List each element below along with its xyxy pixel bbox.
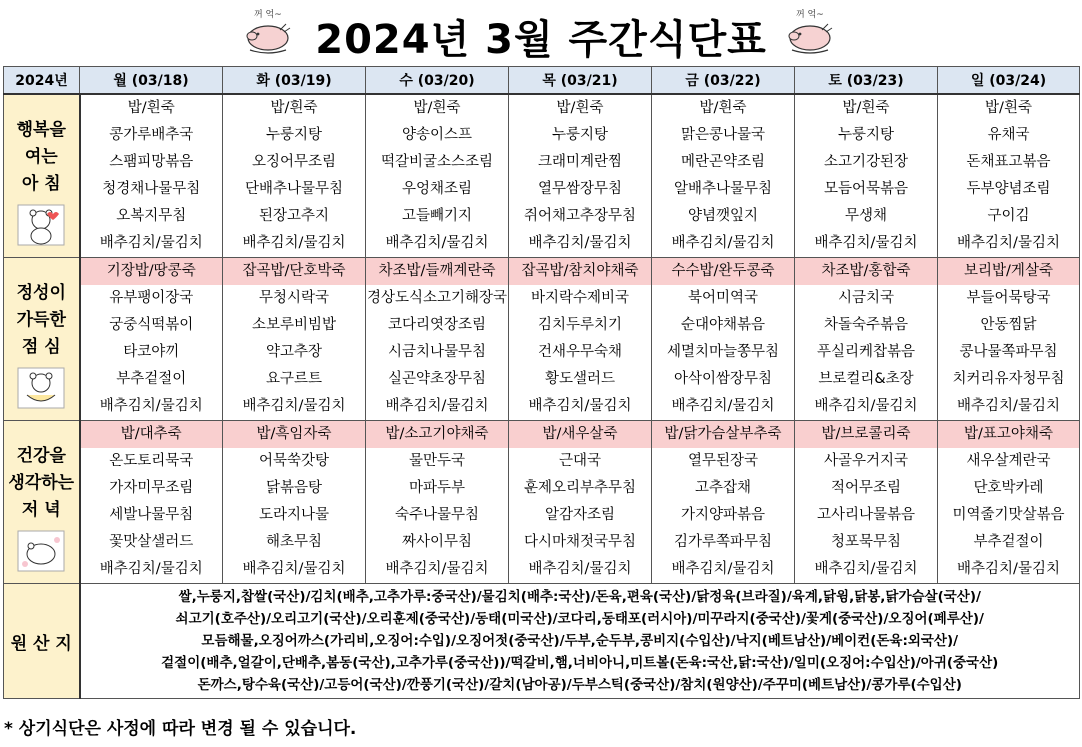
dinner-day-cell [366,421,509,584]
menu-item: 배추김치/물김치 [385,398,489,414]
lunch-day-cell [938,258,1080,421]
menu-item: 무청시락국 [258,290,330,306]
lunch-row [4,258,1080,421]
menu-item: 배추김치/물김치 [814,235,918,251]
menu-item: 새우살계란국 [966,453,1051,469]
origin-line: 돈까스,탕수육(국산)/고등어(국산)/깐풍기(국산)/갈치(남아공)/두부스틱(중국산)/참치(원양산)/주꾸미(베트남산)/콩가루(수입산) [197,677,962,693]
menu-item: 열무된장국 [687,453,759,469]
breakfast-day-cell [652,94,795,258]
weekly-menu-table [3,66,1080,699]
menu-item: 숙주나물무침 [394,507,480,523]
menu-item: 배추김치/물김치 [242,561,346,577]
menu-item: 경상도식소고기해장국 [366,290,508,306]
menu-item: 바지락수제비국 [530,290,630,306]
footnote: * 상기식단은 사정에 따라 변경 될 수 있습니다. [4,719,357,739]
menu-item: 유부팽이장국 [109,290,194,306]
menu-item: 배추김치/물김치 [671,561,775,577]
rice-porridge-item: 밥/새우살죽 [509,421,651,448]
origin-line: 모듬해물,오징어까스(가리비,오징어:수입)/오징어젓(중국산)/두부,순두부,콩비지(수입산)/낙지(베트남산)/베이컨(돈육:외국산)/ [201,633,959,649]
dinner-row [4,421,1080,584]
rice-porridge-item: 밥/흰죽 [699,100,747,116]
menu-item: 브로컬리&초장 [818,371,914,387]
breakfast-label-text: 행복을 여는 아 침 [16,120,66,194]
menu-item: 고추잡채 [694,480,752,496]
menu-item: 안동찜닭 [980,317,1037,333]
mascot-pig-icon [782,6,840,58]
menu-item: 시금치나물무침 [387,344,487,360]
menu-item: 소보루비빔밥 [251,317,337,333]
menu-item: 부추겉절이 [116,371,187,387]
menu-item: 어묵쑥갓탕 [258,453,330,469]
menu-item: 고사리나물볶음 [816,507,916,523]
menu-item: 해초무침 [265,534,323,550]
rice-porridge-item: 밥/흰죽 [842,100,890,116]
menu-item: 우엉채조림 [401,181,473,197]
menu-item: 온도토리묵국 [109,453,194,469]
menu-item: 배추김치/물김치 [242,398,346,414]
menu-item: 양송이스프 [401,127,473,143]
menu-item: 배추김치/물김치 [957,561,1060,577]
day-header: 금 (03/22) [652,67,795,95]
rice-porridge-item: 밥/흰죽 [270,100,318,116]
dinner-day-cell [509,421,652,584]
menu-item: 떡갈비굴소스조림 [380,154,494,170]
menu-item: 쥐어채고추장무침 [523,208,637,224]
menu-item: 누룽지탕 [265,127,323,143]
lunch-day-cell [652,258,795,421]
menu-item: 알배추나물무침 [673,181,773,197]
dinner-label-text: 건강을 생각하는 저 녁 [8,446,75,520]
dinner-label [4,421,80,584]
menu-item: 훈제오리부추무침 [523,480,637,496]
menu-item: 누룽지탕 [551,127,609,143]
menu-item: 세발나물무침 [109,507,194,523]
menu-item: 배추김치/물김치 [99,561,203,577]
lunch-day-cell [80,258,223,421]
day-header: 일 (03/24) [938,67,1080,95]
menu-item: 소고기강된장 [823,154,909,170]
menu-item: 북어미역국 [687,290,759,306]
menu-item: 타코야끼 [123,344,180,360]
rice-porridge-item: 밥/흰죽 [985,100,1032,116]
rice-porridge-item: 수수밥/완두콩죽 [652,258,794,285]
menu-item: 배추김치/물김치 [385,235,489,251]
dinner-day-cell [652,421,795,584]
rice-porridge-item: 밥/브로콜리죽 [795,421,937,448]
menu-item: 차돌숙주볶음 [823,317,909,333]
menu-item: 모듬어묵볶음 [823,181,909,197]
menu-item: 콩가루배추국 [109,127,194,143]
lunch-day-cell [795,258,938,421]
menu-item: 꽃맛살샐러드 [109,534,194,550]
menu-item: 청경채나물무침 [102,181,201,197]
menu-item: 구이김 [987,208,1030,224]
menu-item: 배추김치/물김치 [814,561,918,577]
menu-item: 치커리유자청무침 [952,371,1065,387]
menu-item: 코다리엿장조림 [387,317,487,333]
menu-item: 배추김치/물김치 [671,398,775,414]
dinner-day-cell [80,421,223,584]
menu-item: 오복지무침 [116,208,187,224]
menu-item: 배추김치/물김치 [528,398,632,414]
menu-item: 단호박카레 [973,480,1044,496]
breakfast-row [4,94,1080,258]
lunch-day-cell [509,258,652,421]
rice-porridge-item: 기장밥/땅콩죽 [81,258,223,285]
menu-item: 단배추나물무침 [244,181,344,197]
breakfast-day-cell [223,94,366,258]
origin-line: 쇠고기(호주산)/오리고기(국산)/오리훈제(중국산)/동태(미국산)/코다리,동태포(러시아)/미꾸라지(중국산)/꽃게(중국산)/오징어(페루산)/ [175,611,984,627]
rice-porridge-item: 밥/대추죽 [81,421,223,448]
menu-item: 김가루쪽파무침 [673,534,773,550]
breakfast-day-cell [938,94,1080,258]
menu-item: 크래미계란찜 [537,154,623,170]
origin-row [4,584,1080,699]
title-area [0,0,1082,64]
breakfast-day-cell [366,94,509,258]
breakfast-label [4,94,80,258]
menu-item: 황도샐러드 [544,371,616,387]
menu-item: 근대국 [558,453,602,469]
menu-item: 무생채 [844,208,888,224]
rice-porridge-item: 밥/소고기야채죽 [366,421,508,448]
menu-item: 건새우무숙채 [537,344,623,360]
menu-item: 푸실리케찹볶음 [816,344,916,360]
rice-porridge-item: 밥/흰죽 [413,100,461,116]
menu-item: 메란곤약조림 [680,154,766,170]
origin-text [80,584,1080,699]
breakfast-day-cell [795,94,938,258]
menu-item: 배추김치/물김치 [385,561,489,577]
menu-item: 아삭이쌈장무침 [673,371,773,387]
dinner-day-cell [938,421,1080,584]
breakfast-day-cell [509,94,652,258]
menu-item: 부들어묵탕국 [966,290,1051,306]
rice-porridge-item: 차조밥/들깨계란죽 [366,258,508,285]
menu-item: 두부양념조림 [966,181,1051,197]
menu-item: 오징어무조림 [251,154,337,170]
menu-item: 돈채표고볶음 [966,154,1051,170]
menu-item: 알감자조림 [544,507,616,523]
menu-item: 가자미무조림 [109,480,194,496]
day-header: 토 (03/23) [795,67,938,95]
menu-item: 배추김치/물김치 [528,561,632,577]
day-header: 수 (03/20) [366,67,509,95]
menu-item: 짜사이무침 [401,534,473,550]
menu-item: 부추겉절이 [973,534,1044,550]
menu-item: 요구르트 [265,371,323,387]
breakfast-day-cell [80,94,223,258]
menu-item: 가지양파볶음 [680,507,766,523]
lunch-day-cell [223,258,366,421]
menu-item: 물만두국 [408,453,466,469]
lunch-label [4,258,80,421]
lunch-label-text: 정성이 가득한 점 심 [16,283,66,357]
day-header: 월 (03/18) [80,67,223,95]
mascot-burp-text: 꺼 억~ [796,10,824,20]
menu-item: 다시마채젓국무침 [523,534,637,550]
mascot-burp-text: 꺼 억~ [254,10,282,20]
day-header: 목 (03/21) [509,67,652,95]
menu-item: 약고추장 [265,344,323,360]
origin-label: 원 산 지 [4,584,80,699]
menu-item: 배추김치/물김치 [99,398,203,414]
origin-line: 겉절이(배추,얼갈이,단배추,봄동(국산),고추가루(중국산))/떡갈비,햄,너비아니,미트볼(돈육:국산,닭:국산)/일미(오징어:수입산)/아귀(중국산) [161,655,999,671]
menu-item: 사골우거지국 [823,453,909,469]
bear-eating-icon [17,367,65,409]
rice-porridge-item: 잡곡밥/참치야채죽 [509,258,651,285]
menu-item: 열무쌈장무침 [537,181,623,197]
menu-item: 배추김치/물김치 [957,235,1060,251]
menu-item: 청포묵무침 [830,534,902,550]
rice-porridge-item: 밥/표고야채죽 [938,421,1079,448]
menu-item: 배추김치/물김치 [528,235,632,251]
rice-porridge-item: 밥/흑임자죽 [223,421,365,448]
menu-item: 누룽지탕 [837,127,895,143]
menu-item: 된장고추지 [258,208,330,224]
menu-item: 배추김치/물김치 [671,235,775,251]
menu-item: 순대야채볶음 [680,317,766,333]
bear-sleeping-icon [17,530,65,572]
menu-item: 실곤약초장무침 [387,371,487,387]
menu-item: 도라지나물 [258,507,330,523]
dinner-day-cell [223,421,366,584]
menu-item: 김치두루치기 [537,317,623,333]
menu-item: 배추김치/물김치 [814,398,918,414]
menu-item: 궁중식떡볶이 [109,317,194,333]
menu-item: 양념깻잎지 [687,208,759,224]
menu-item: 세멸치마늘쫑무침 [666,344,780,360]
rice-porridge-item: 잡곡밥/단호박죽 [223,258,365,285]
page-title: 2024년 3월 주간식단표 [315,17,767,63]
menu-item: 스팸피망볶음 [109,154,194,170]
menu-item: 맑은콩나물국 [680,127,766,143]
menu-item: 고들빼기지 [401,208,473,224]
menu-item: 배추김치/물김치 [99,235,203,251]
day-header: 화 (03/19) [223,67,366,95]
menu-item: 배추김치/물김치 [957,398,1060,414]
menu-item: 배추김치/물김치 [242,235,346,251]
origin-line: 쌀,누룽지,찹쌀(국산)/김치(배추,고추가루:중국산)/물김치(배추:국산)/돈육,편육(국산)/닭정육(브라질)/육계,닭윙,닭봉,닭가슴살(국산)/ [178,589,981,605]
year-header: 2024년 [4,67,80,95]
menu-item: 콩나물쪽파무침 [959,344,1058,360]
menu-item: 적어무조림 [830,480,902,496]
rice-porridge-item: 밥/흰죽 [556,100,604,116]
menu-item: 유채국 [987,127,1030,143]
menu-item: 시금치국 [837,290,895,306]
menu-item: 마파두부 [408,480,466,496]
header-row [4,67,1080,95]
bear-holding-heart-icon [17,204,65,246]
menu-item: 미역줄기맛살볶음 [952,507,1065,523]
dinner-day-cell [795,421,938,584]
rice-porridge-item: 밥/흰죽 [127,100,175,116]
rice-porridge-item: 밥/닭가슴살부추죽 [652,421,794,448]
lunch-day-cell [366,258,509,421]
rice-porridge-item: 보리밥/게살죽 [938,258,1079,285]
menu-item: 닭볶음탕 [265,480,323,496]
rice-porridge-item: 차조밥/홍합죽 [795,258,937,285]
